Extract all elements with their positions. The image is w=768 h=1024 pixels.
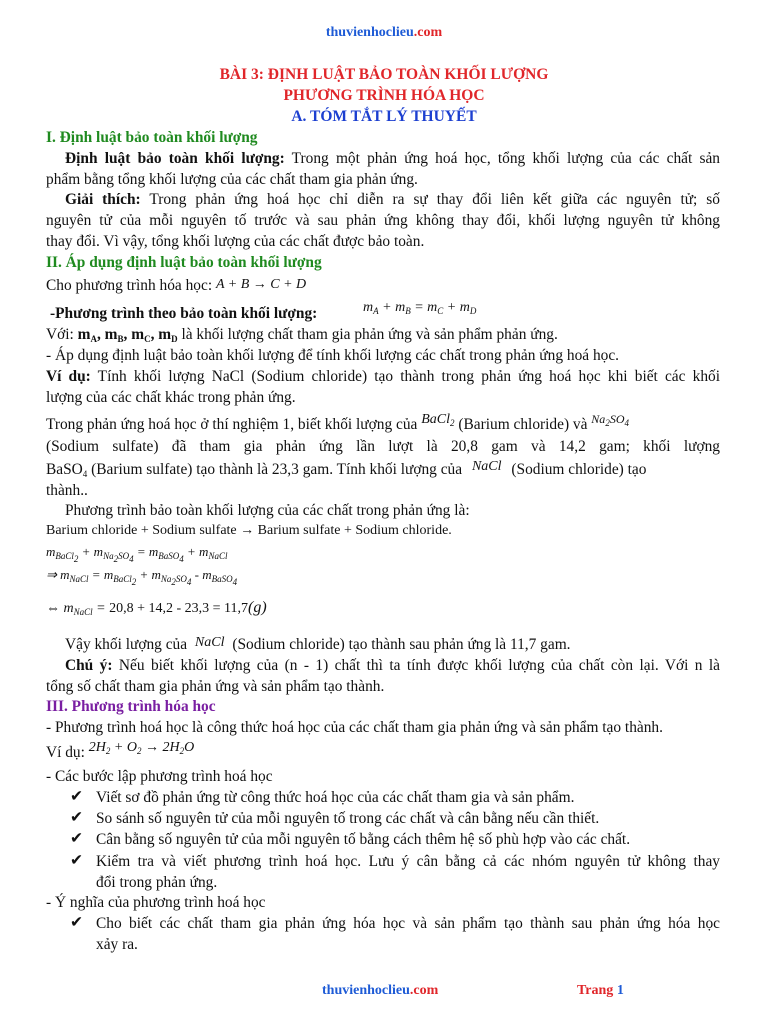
step-3: Cân bằng số nguyên tử của mỗi nguyên tố bằng cách thêm hệ số phù hợp vào các chất. — [96, 831, 631, 848]
lesson-title: BÀI 3: ĐỊNH LUẬT BẢO TOÀN KHỐI LƯỢNG — [219, 66, 549, 83]
note-label: Chú ý: — [65, 657, 113, 674]
conservation-equation: $m_A + m_B = m_C + m_D$ — [363, 300, 477, 316]
section3-heading: III. Phương trình hóa học — [46, 698, 216, 715]
page-number — [577, 983, 624, 999]
calc-unit: (g) — [248, 599, 267, 616]
example-text-1: Tính khối lượng NaCl (Sodium chloride) tạo thành trong phản ứng hoá học khi biết các khối — [90, 368, 720, 385]
explain-line-2: nguyên tử của mỗi nguyên tố trước và sau phản ứng không thay đổi, khối lượng nguyên tử không — [46, 212, 720, 229]
explain-line-3: thay đổi. Vì vậy, tổng khối lượng của các chất được bảo toàn. — [46, 233, 425, 250]
check-icon: ✔ — [70, 914, 83, 931]
explain-text-1: Trong phản ứng hoá học chỉ diễn ra sự thay đổi liên kết giữa các nguyên tử; số — [140, 191, 720, 208]
problem-line-3: BaSO$_4$ (Barium sulfate) tạo thành là 23,3 gam. Tính khối lượng của NaCl (Sodium chloride) tạo — [46, 459, 647, 479]
check-icon: ✔ — [70, 809, 83, 826]
note-text-1: Nếu biết khối lượng của (n - 1) chất thì ta tính được khối lượng của chất còn lại. Với n là — [112, 657, 720, 674]
law-line-1 — [46, 148, 720, 169]
lesson-subtitle: PHƯƠNG TRÌNH HÓA HỌC — [283, 87, 485, 104]
step-2: So sánh số nguyên tử của mỗi nguyên tố trong các chất và cân bằng nếu cần thiết. — [96, 810, 600, 827]
with-text: Với: — [46, 326, 78, 343]
conclusion-line: Vậy khối lượng của NaCl (Sodium chloride) tạo thành sau phản ứng là 11,7 gam. — [65, 635, 571, 653]
site-header — [0, 25, 768, 41]
example-equation-line: Ví dụ: $2H_2 + O_2 \to 2H_2O$ — [46, 740, 195, 761]
reaction-intro: Cho phương trình hóa học: — [46, 277, 213, 294]
explain-label: Giải thích: — [65, 191, 141, 208]
explain-line-1 — [46, 189, 720, 210]
problem-text-1a: Trong phản ứng hoá học ở thí nghiệm 1, biết khối lượng của — [46, 416, 418, 433]
conclusion-text-b: (Sodium chloride) tạo thành sau phản ứng là 11,7 gam. — [232, 636, 571, 653]
problem-text-3b: (Barium sulfate) tạo thành là 23,3 gam. Tính khối lượng của — [87, 461, 463, 478]
example-line-2: lượng của các chất khác trong phản ứng. — [46, 389, 296, 406]
mass-equation-2: ⇒ $m_{NaCl} = m_{BaCl_2} + m_{Na_2SO_4} - m_{BaSO_4}$ — [46, 567, 238, 587]
with-line: Với: $m_A$, $m_B$, $m_C$, $m_D$ là khối lượng chất tham gia phản ứng và sản phẩm phản ứng. — [46, 326, 558, 344]
note-line-2: tổng số chất tham gia phản ứng và sản phẩm tạo thành. — [46, 678, 385, 695]
page-label: Trang — [577, 983, 617, 998]
law-label: Định luật bảo toàn khối lượng: — [65, 150, 285, 167]
section1-heading: I. Định luật bảo toàn khối lượng — [46, 129, 258, 146]
with-rest: là khối lượng chất tham gia phản ứng và sản phẩm phản ứng. — [177, 326, 558, 343]
footer-site — [322, 983, 438, 999]
conservation-label: -Phương trình theo bảo toàn khối lượng: — [50, 305, 318, 322]
problem-line-1: Trong phản ứng hoá học ở thí nghiệm 1, biết khối lượng của BaCl$_2$ (Barium chloride) và $^{Na_2SO_4}$ — [46, 412, 629, 433]
problem-text-1b: (Barium chloride) và — [458, 416, 588, 433]
footer-site-name: thuvienhoclieu — [322, 983, 410, 998]
check-icon: ✔ — [70, 830, 83, 847]
step-4: Kiểm tra và viết phương trình hoá học. Lưu ý cân bằng cả các nhóm nguyên tử không thay — [96, 853, 720, 870]
problem-text-3a: BaSO — [46, 461, 83, 478]
apply-line: - Áp dụng định luật bảo toàn khối lượng để tính khối lượng các chất trong phản ứng hoá học. — [46, 347, 620, 364]
mass-equation-3: ⇔ $m_{NaCl} = 20,8 + 14,2 - 23,3 = 11,7(g)$ — [46, 599, 267, 617]
problem-text-3c: (Sodium chloride) tạo — [511, 461, 647, 478]
step-4-cont: đổi trong phản ứng. — [96, 874, 218, 891]
check-icon: ✔ — [70, 852, 83, 869]
calc-result: 20,8 + 14,2 - 23,3 = 11,7 — [109, 601, 249, 616]
footer-site-tld: .com — [409, 983, 439, 998]
check-icon: ✔ — [70, 788, 83, 805]
mass-equation-1: $m_{BaCl_2} + m_{Na_2SO_4} = m_{BaSO_4} + m_{NaCl}$ — [46, 544, 228, 564]
definition-line: - Phương trình hoá học là công thức hoá học của các chất tham gia phản ứng và sản phẩm tạo thành. — [46, 719, 663, 736]
reaction-line — [46, 275, 720, 297]
solution-intro: Phương trình bảo toàn khối lượng của các chất trong phản ứng là: — [65, 502, 470, 519]
note-line-1 — [46, 655, 720, 676]
conclusion-text-a: Vậy khối lượng của — [65, 636, 188, 653]
example-label: Ví dụ: — [46, 368, 91, 385]
word-equation: Barium chloride + Sodium sulfate → Barium sulfate + Sodium chloride. — [46, 523, 452, 538]
law-text-1: Trong một phản ứng hoá học, tổng khối lượng của các chất sản — [284, 150, 720, 167]
problem-line-4: thành.. — [46, 482, 88, 499]
step-1: Viết sơ đồ phản ứng từ công thức hoá học của các chất tham gia và sản phẩm. — [96, 789, 575, 806]
example3-label: Ví dụ: — [46, 744, 85, 761]
reaction-equation: A + B → C + D — [215, 277, 307, 292]
section-a-title: A. TÓM TẮT LÝ THUYẾT — [291, 108, 477, 125]
meaning-1: Cho biết các chất tham gia phản ứng hóa học và sản phẩm tạo thành sau phản ứng hóa học — [96, 915, 720, 932]
site-name: thuvienhoclieu — [325, 25, 414, 40]
meaning-heading: - Ý nghĩa của phương trình hoá học — [46, 894, 266, 911]
example-line-1 — [46, 366, 720, 387]
title-block — [0, 64, 768, 127]
site-tld: .com — [413, 25, 443, 40]
steps-heading: - Các bước lập phương trình hoá học — [46, 768, 273, 785]
law-line-2: phẩm bằng tổng khối lượng của các chất tham gia phản ứng. — [46, 171, 418, 188]
page-number-value: 1 — [616, 983, 624, 998]
section2-heading: II. Áp dụng định luật bảo toàn khối lượng — [46, 254, 322, 271]
problem-line-2: (Sodium sulfate) đã tham gia phản ứng lần lượt là 20,8 gam và 14,2 gam; khối lượng — [46, 438, 720, 455]
meaning-2: xảy ra. — [96, 936, 138, 953]
